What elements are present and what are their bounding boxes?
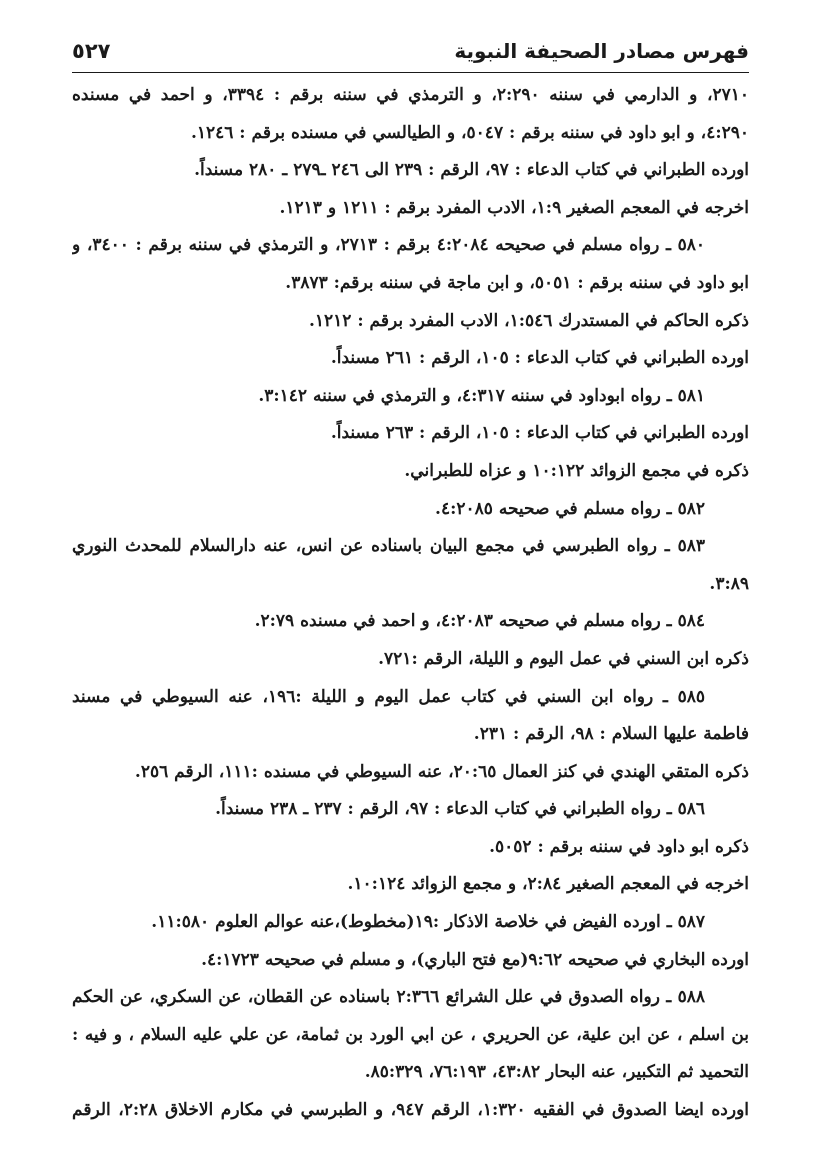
reference-line: ذكره المتقي الهندي في كنز العمال ٢٠:٦٥، عنه السيوطي في مسنده :١١١، الرقم ٢٥٦.	[134, 761, 749, 782]
references-body	[72, 77, 749, 1130]
page-number: ٥٢٧	[72, 39, 111, 63]
reference-line: ٥٨١ ـ رواه ابوداود في سننه ٤:٣١٧، و الترمذي في سننه ٣:١٤٢.	[258, 385, 705, 406]
reference-line: ٥٨٨ ـ رواه الصدوق في علل الشرائع ٢:٣٦٦ باسناده عن القطان، عن السكري، عن الحكم	[72, 987, 705, 1008]
header-rule	[72, 72, 749, 73]
reference-line: ٥٨٣ ـ رواه الطبرسي في مجمع البيان باسناده عن انس، عنه دارالسلام للمحدث النوري	[72, 536, 705, 557]
reference-line: ٥٨٤ ـ رواه مسلم في صحيحه ٤:٢٠٨٣، و احمد في مسنده ٢:٧٩.	[254, 611, 705, 632]
reference-line: اخرجه في المعجم الصغير ٢:٨٤، و مجمع الزوائد ١٠:١٢٤.	[347, 874, 749, 895]
running-title: فهرس مصادر الصحيفة النبوية	[454, 39, 749, 63]
reference-line: فاطمة عليها السلام : ٩٨، الرقم : ٢٣١.	[473, 724, 749, 745]
reference-line: ٥٨٦ ـ رواه الطبراني في كتاب الدعاء : ٩٧، الرقم : ٢٣٧ ـ ٢٣٨ مسنداً.	[215, 799, 705, 820]
reference-line: اورده الطبراني في كتاب الدعاء : ١٠٥، الرقم : ٢٦١ مسنداً.	[330, 348, 749, 369]
reference-line: ذكره الحاكم في المستدرك ١:٥٤٦، الادب المفرد برقم : ١٢١٢.	[308, 310, 749, 331]
reference-line: ٢٧١٠، و الدارمي في سننه ٢:٢٩٠، و الترمذي في سننه برقم : ٣٣٩٤، و احمد في مسنده	[72, 85, 749, 105]
reference-line: بن اسلم ، عن ابن علية، عن الحريري ، عن ابي الورد بن ثمامة، عن علي عليه السلام ، و فيه :	[72, 1024, 749, 1045]
reference-line: ذكره ابو داود في سننه برقم : ٥٠٥٢.	[489, 836, 749, 857]
reference-line: اخرجه في المعجم الصغير ١:٩، الادب المفرد برقم : ١٢١١ و ١٢١٣.	[279, 197, 749, 218]
reference-line: ذكره في مجمع الزوائد ١٠:١٢٢ و عزاه للطبراني.	[404, 460, 749, 481]
reference-line: التحميد ثم التكبير، عنه البحار ٤٣:٨٢، ٧٦:١٩٣، ٨٥:٣٢٩.	[364, 1062, 749, 1083]
reference-line: ٣:٨٩.	[709, 573, 749, 594]
reference-line: ٥٨٢ ـ رواه مسلم في صحيحه ٤:٢٠٨٥.	[435, 498, 705, 519]
reference-line: ذكره ابن السني في عمل اليوم و الليلة، الرقم :٧٢١.	[378, 648, 749, 669]
reference-line: ٥٨٠ ـ رواه مسلم في صحيحه ٤:٢٠٨٤ برقم : ٢٧١٣، و الترمذي في سننه برقم : ٣٤٠٠، و	[72, 235, 705, 256]
reference-line: ٥٨٧ ـ اورده الفيض في خلاصة الاذكار :١٩(مخطوط)،عنه عوالم العلوم ١١:٥٨٠.	[151, 912, 705, 933]
reference-line: اورده الطبراني في كتاب الدعاء : ١٠٥، الرقم : ٢٦٣ مسنداً.	[330, 423, 749, 444]
reference-line: اورده ايضا الصدوق في الفقيه ١:٣٢٠، الرقم ٩٤٧، و الطبرسي في مكارم الاخلاق ٢:٢٨، الرقم	[72, 1100, 749, 1121]
reference-line: اورده الطبراني في كتاب الدعاء : ٩٧، الرقم : ٢٣٩ الى ٢٤٦ ـ٢٧٩ ـ ٢٨٠ مسنداً.	[194, 160, 749, 181]
reference-line: ابو داود في سننه برقم : ٥٠٥١، و ابن ماجة في سننه برقم: ٣٨٧٣.	[285, 272, 749, 293]
reference-line: ٥٨٥ ـ رواه ابن السني في كتاب عمل اليوم و الليلة :١٩٦، عنه السيوطي في مسند	[72, 686, 705, 707]
reference-line: ٤:٢٩٠، و ابو داود في سننه برقم : ٥٠٤٧، و الطيالسي في مسنده برقم : ١٢٤٦.	[190, 122, 749, 143]
page-header	[72, 28, 749, 66]
reference-line: اورده البخاري في صحيحه ٩:٦٢(مع فتح الباري)، و مسلم في صحيحه ٤:١٧٢٣.	[201, 949, 749, 970]
